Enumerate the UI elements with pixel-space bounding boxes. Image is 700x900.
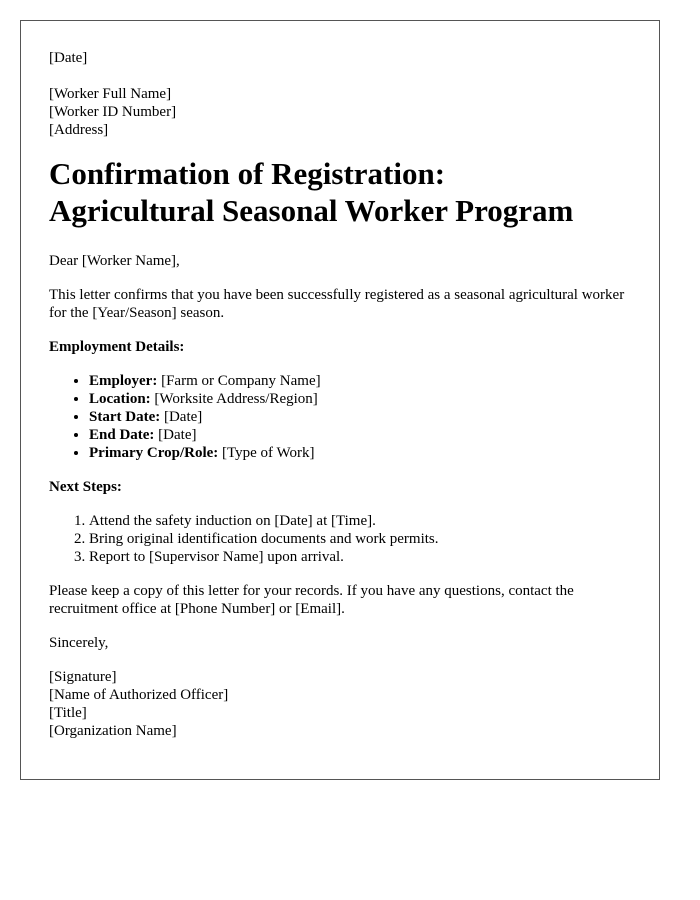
organization-name: [Organization Name] bbox=[49, 723, 177, 739]
employment-item-label: Employer: bbox=[89, 373, 158, 389]
salutation: Dear [Worker Name], bbox=[49, 253, 180, 269]
employment-item-primary-role bbox=[89, 444, 631, 462]
letter-title bbox=[49, 155, 631, 229]
officer-title: [Title] bbox=[49, 705, 87, 721]
letter-document bbox=[20, 20, 660, 780]
employment-item-value: [Farm or Company Name] bbox=[157, 373, 321, 389]
recipient-id: [Worker ID Number] bbox=[49, 104, 177, 120]
employment-item-value: [Date] bbox=[154, 427, 197, 443]
letter-title-line-2: Agricultural Seasonal Worker Program bbox=[49, 193, 574, 228]
employment-item-value: [Worksite Address/Region] bbox=[150, 391, 318, 407]
next-step-item: 3. Report to [Supervisor Name] upon arrival. bbox=[89, 548, 631, 566]
signature-block bbox=[49, 668, 631, 740]
next-step-item: 1. Attend the safety induction on [Date] at [Time]. bbox=[89, 512, 631, 530]
employment-item-value: [Date] bbox=[160, 409, 203, 425]
recipient-block bbox=[49, 85, 631, 139]
next-steps-list bbox=[49, 512, 631, 566]
officer-name: [Name of Authorized Officer] bbox=[49, 687, 229, 703]
closing-paragraph: Please keep a copy of this letter for your records. If you have any questions, contact the recruitment office at [Phone Number] or [Email]. bbox=[49, 583, 574, 617]
employment-item-label: Location: bbox=[89, 391, 151, 407]
next-step-item: 2. Bring original identification documents and work permits. bbox=[89, 530, 631, 548]
letter-date: [Date] bbox=[49, 50, 88, 66]
signoff: Sincerely, bbox=[49, 635, 109, 651]
employment-item-end-date bbox=[89, 426, 631, 444]
signature-line: [Signature] bbox=[49, 669, 117, 685]
recipient-address: [Address] bbox=[49, 122, 109, 138]
employment-details-list bbox=[49, 372, 631, 462]
employment-item-label: Start Date: bbox=[89, 409, 161, 425]
employment-item-label: Primary Crop/Role: bbox=[89, 445, 219, 461]
employment-item-label: End Date: bbox=[89, 427, 155, 443]
next-steps-heading: Next Steps: bbox=[49, 479, 122, 495]
employment-item-employer bbox=[89, 372, 631, 390]
letter-title-line-1: Confirmation of Registration: bbox=[49, 156, 446, 191]
employment-item-value: [Type of Work] bbox=[218, 445, 315, 461]
employment-details-heading: Employment Details: bbox=[49, 339, 185, 355]
recipient-name: [Worker Full Name] bbox=[49, 86, 172, 102]
employment-item-start-date bbox=[89, 408, 631, 426]
employment-item-location bbox=[89, 390, 631, 408]
intro-paragraph: This letter confirms that you have been successfully registered as a seasonal agricultural worker for the [Year/Season] season. bbox=[49, 287, 625, 321]
